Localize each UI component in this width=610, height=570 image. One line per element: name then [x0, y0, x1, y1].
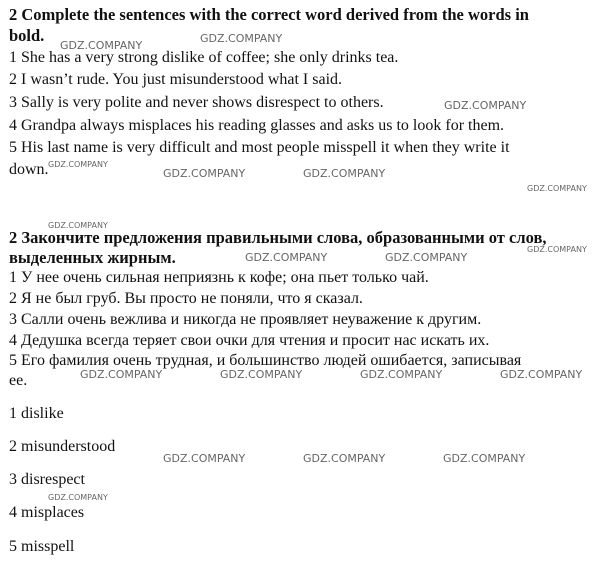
- sentence-ru-5-line2: ее.: [9, 372, 28, 389]
- watermark: GDZ.COMPANY: [527, 184, 587, 193]
- sentence-en-2: 2 I wasn’t rude. You just misunderstood what I said.: [9, 71, 343, 88]
- sentence-ru-5-line1: 5 Его фамилия очень трудная, и большинство людей ошибается, записывая: [9, 352, 522, 369]
- watermark: GDZ.COMPANY: [527, 245, 587, 254]
- sentence-en-3: 3 Sally is very polite and never shows disrespect to others.: [9, 94, 384, 111]
- answer-4: 4 misplaces: [9, 504, 85, 521]
- watermark: GDZ.COMPANY: [163, 167, 246, 180]
- watermark: GDZ.COMPANY: [360, 368, 443, 381]
- watermark: GDZ.COMPANY: [444, 99, 527, 112]
- exercise-heading-ru-line1: 2 Закончите предложения правильными слова, образованными от слов,: [9, 228, 547, 247]
- sentence-ru-2: 2 Я не был груб. Вы просто не поняли, что я сказал.: [9, 290, 363, 307]
- watermark: GDZ.COMPANY: [443, 452, 526, 465]
- sentence-en-5-line2: down.: [9, 161, 49, 178]
- watermark: GDZ.COMPANY: [163, 452, 246, 465]
- sentence-en-1: 1 She has a very strong dislike of coffee; she only drinks tea.: [9, 49, 399, 66]
- answer-2: 2 misunderstood: [9, 438, 116, 455]
- answer-5: 5 misspell: [9, 538, 75, 555]
- watermark: GDZ.COMPANY: [200, 32, 283, 45]
- answer-3: 3 disrespect: [9, 471, 85, 488]
- watermark: GDZ.COMPANY: [80, 368, 163, 381]
- watermark: GDZ.COMPANY: [48, 493, 108, 502]
- watermark: GDZ.COMPANY: [303, 452, 386, 465]
- sentence-ru-3: 3 Салли очень вежлива и никогда не проявляет неуважение к другим.: [9, 311, 482, 328]
- sentence-ru-4: 4 Дедушка всегда теряет свои очки для чтения и просит нас искать их.: [9, 332, 490, 349]
- watermark: GDZ.COMPANY: [48, 160, 108, 169]
- exercise-heading-ru-line2: выделенных жирным.: [9, 248, 176, 267]
- sentence-en-4: 4 Grandpa always misplaces his reading glasses and asks us to look for them.: [9, 117, 505, 134]
- exercise-heading-en-line1: 2 Complete the sentences with the correct word derived from the words in: [9, 5, 529, 24]
- exercise-heading-en-line2: bold.: [9, 26, 45, 45]
- watermark: GDZ.COMPANY: [385, 251, 468, 264]
- sentence-ru-1: 1 У нее очень сильная неприязнь к кофе; она пьет только чай.: [9, 269, 429, 286]
- watermark: GDZ.COMPANY: [220, 368, 303, 381]
- watermark: GDZ.COMPANY: [303, 167, 386, 180]
- watermark: GDZ.COMPANY: [48, 221, 108, 230]
- watermark: GDZ.COMPANY: [500, 368, 583, 381]
- watermark: GDZ.COMPANY: [60, 39, 143, 52]
- watermark: GDZ.COMPANY: [245, 251, 328, 264]
- answer-1: 1 dislike: [9, 405, 64, 422]
- sentence-en-5-line1: 5 His last name is very difficult and most people misspell it when they write it: [9, 139, 510, 156]
